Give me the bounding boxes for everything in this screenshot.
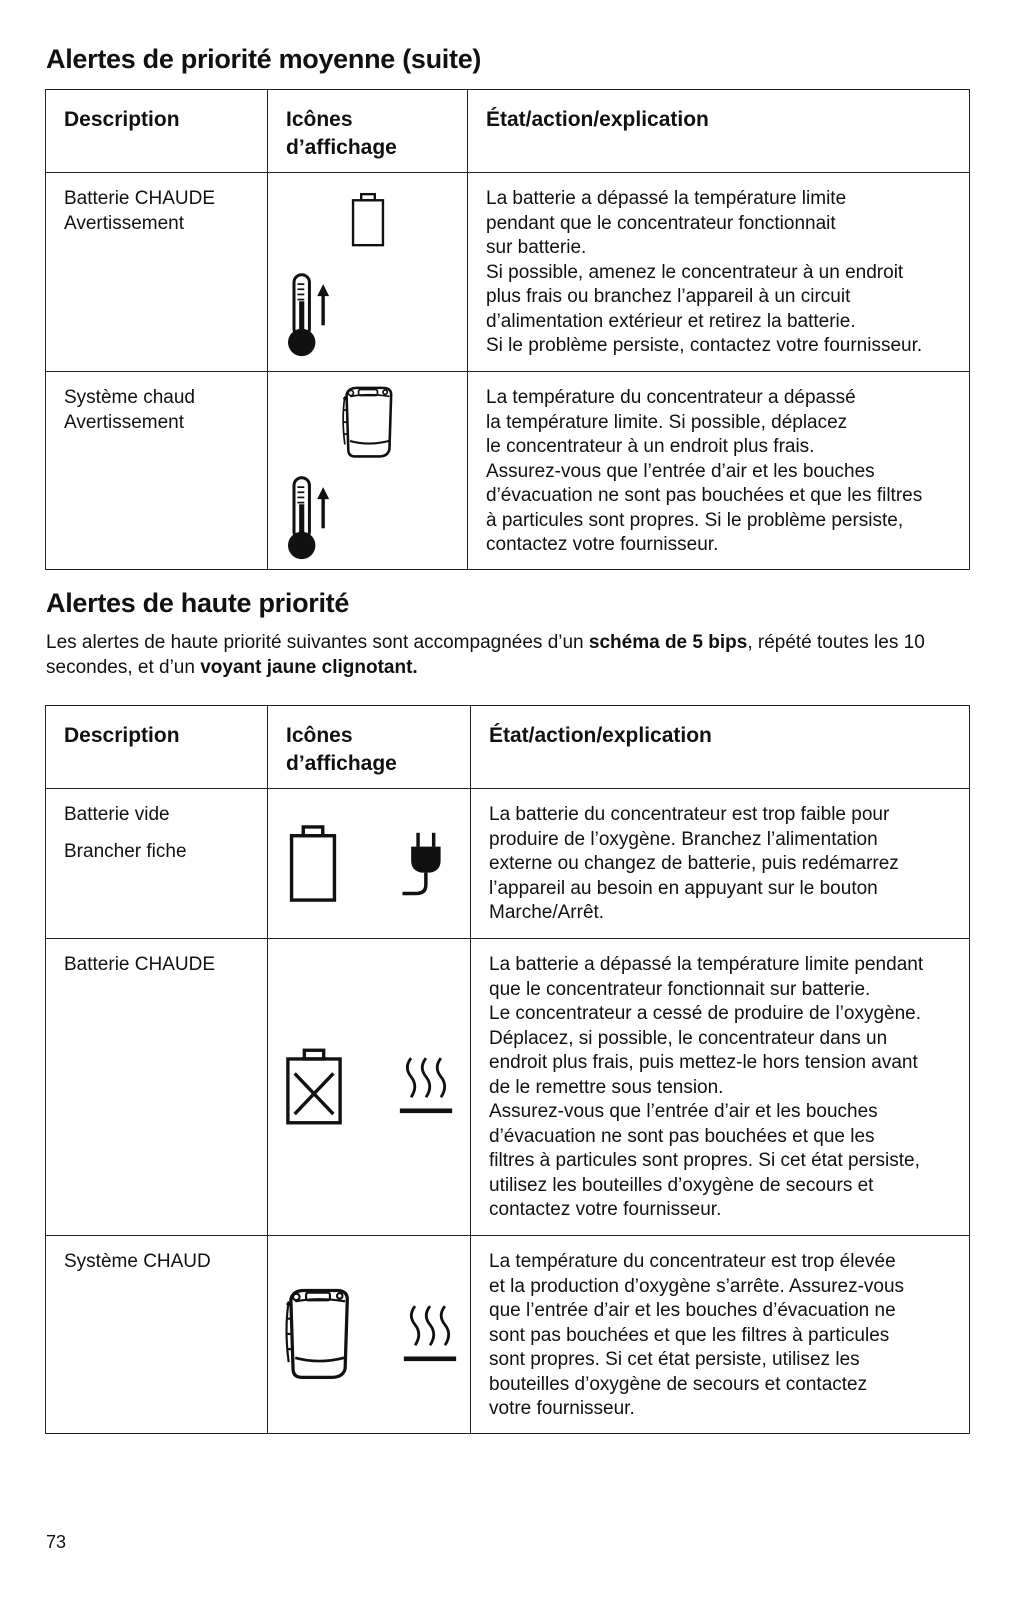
text-line: La température du concentrateur est trop élevée bbox=[489, 1251, 896, 1272]
table-row bbox=[46, 939, 970, 1236]
description-line: Système chaud bbox=[64, 387, 195, 408]
description-cell bbox=[46, 789, 268, 939]
text-line: le concentrateur à un endroit plus frais. bbox=[486, 436, 815, 457]
header-description: Description bbox=[46, 706, 268, 789]
header-explanation: État/action/explication bbox=[468, 90, 970, 173]
intro-text: , répété toutes les 10 secondes, et d’un bbox=[46, 632, 925, 678]
icons-cell bbox=[268, 789, 471, 939]
text-line: La batterie du concentrateur est trop faible pour bbox=[489, 804, 890, 825]
description-line: Batterie CHAUDE bbox=[64, 188, 215, 209]
explanation-cell bbox=[471, 789, 970, 939]
icons-cell bbox=[268, 372, 468, 570]
plug-icon bbox=[399, 829, 451, 899]
header-explanation: État/action/explication bbox=[471, 706, 970, 789]
explanation-cell bbox=[471, 1236, 970, 1434]
description-cell bbox=[46, 372, 268, 570]
page-number: 73 bbox=[46, 1532, 67, 1552]
table-header-row bbox=[46, 90, 970, 173]
battery-icon bbox=[288, 825, 338, 903]
section-title-medium-priority: Alertes de priorité moyenne (suite) bbox=[46, 44, 482, 74]
text-line: pendant que le concentrateur fonctionnait bbox=[486, 212, 836, 234]
text-line: Le concentrateur a cessé de produire de l’oxygène. bbox=[489, 1003, 921, 1024]
text-line: d’évacuation ne sont pas bouchées et que les bbox=[489, 1125, 875, 1147]
text-line: Assurez-vous que l’entrée d’air et les bouches bbox=[489, 1101, 878, 1122]
intro-paragraph bbox=[46, 630, 996, 680]
text-line: La batterie a dépassé la température limite bbox=[486, 188, 847, 209]
heat-waves-icon bbox=[402, 1302, 458, 1368]
description-line: Avertissement bbox=[64, 212, 185, 234]
text-line: La batterie a dépassé la température limite pendant bbox=[489, 954, 924, 975]
text-line: endroit plus frais, puis mettez-le hors tension avant bbox=[489, 1052, 918, 1073]
text-line: et la production d’oxygène s’arrête. Assurez-vous bbox=[489, 1275, 905, 1297]
concentrator-device-icon bbox=[338, 384, 398, 462]
text-line: à particules sont propres. Si le problème persiste, bbox=[486, 509, 904, 531]
text-line: contactez votre fournisseur. bbox=[489, 1199, 722, 1220]
heat-waves-icon bbox=[398, 1054, 454, 1120]
text-line: que l’entrée d’air et les bouches d’évacuation ne bbox=[489, 1300, 896, 1321]
high-priority-alerts-table bbox=[45, 705, 970, 1434]
header-icons: Icônes d’affichage bbox=[268, 90, 468, 173]
description-line: Batterie CHAUDE bbox=[64, 954, 215, 975]
description-cell bbox=[46, 173, 268, 372]
text-line: plus frais ou branchez l’appareil à un circuit bbox=[486, 286, 851, 307]
text-line: d’évacuation ne sont pas bouchées et que les filtres bbox=[486, 485, 923, 506]
description-line: Avertissement bbox=[64, 411, 185, 433]
battery-crossed-icon bbox=[285, 1048, 343, 1126]
text-line: Si le problème persiste, contactez votre fournisseur. bbox=[486, 335, 923, 356]
text-line: l’appareil au besoin en appuyant sur le bouton bbox=[489, 877, 878, 899]
thermometer-up-icon bbox=[282, 468, 342, 568]
intro-text: Les alertes de haute priorité suivantes sont accompagnées d’un bbox=[46, 632, 589, 653]
table-row bbox=[46, 173, 970, 372]
intro-bold-light: voyant jaune clignotant. bbox=[200, 657, 418, 678]
text-line: que le concentrateur fonctionnait sur batterie. bbox=[489, 978, 871, 1000]
intro-bold-beeps: schéma de 5 bips bbox=[588, 632, 748, 653]
text-line: la température limite. Si possible, déplacez bbox=[486, 411, 848, 433]
table-header-row bbox=[46, 706, 970, 789]
table-row bbox=[46, 1236, 970, 1434]
icons-cell bbox=[268, 1236, 471, 1434]
icons-cell bbox=[268, 939, 471, 1236]
header-description: Description bbox=[46, 90, 268, 173]
text-line: utilisez les bouteilles d’oxygène de secours et bbox=[489, 1174, 874, 1196]
text-line: bouteilles d’oxygène de secours et contactez bbox=[489, 1373, 868, 1395]
text-line: contactez votre fournisseur. bbox=[486, 534, 719, 555]
description-cell bbox=[46, 939, 268, 1236]
table-row bbox=[46, 789, 970, 939]
description-line: Batterie vide bbox=[64, 804, 170, 825]
concentrator-device-icon bbox=[280, 1285, 356, 1385]
text-line: produire de l’oxygène. Branchez l’alimentation bbox=[489, 828, 878, 850]
text-line: Déplacez, si possible, le concentrateur dans un bbox=[489, 1027, 888, 1049]
text-line: sont propres. Si cet état persiste, utilisez les bbox=[489, 1349, 860, 1370]
text-line: d’alimentation extérieur et retirez la batterie. bbox=[486, 310, 856, 332]
section-title-high-priority: Alertes de haute priorité bbox=[46, 588, 350, 618]
table-row bbox=[46, 372, 970, 570]
header-icons: Icônes d’affichage bbox=[268, 706, 471, 789]
text-line: Si possible, amenez le concentrateur à un endroit bbox=[486, 261, 904, 283]
icons-cell bbox=[268, 173, 468, 372]
explanation-cell bbox=[468, 372, 970, 570]
text-line: externe ou changez de batterie, puis redémarrez bbox=[489, 853, 899, 874]
text-line: Assurez-vous que l’entrée d’air et les bouches bbox=[486, 460, 875, 482]
medium-priority-alerts-table bbox=[45, 89, 970, 570]
text-line: sont pas bouchées et que les filtres à particules bbox=[489, 1324, 890, 1346]
text-line: filtres à particules sont propres. Si cet état persiste, bbox=[489, 1150, 920, 1171]
description-line: Brancher fiche bbox=[64, 840, 187, 862]
thermometer-up-icon bbox=[282, 265, 342, 365]
text-line: La température du concentrateur a dépassé bbox=[486, 387, 856, 408]
explanation-cell bbox=[468, 173, 970, 372]
description-cell bbox=[46, 1236, 268, 1434]
battery-icon bbox=[351, 185, 385, 255]
text-line: Marche/Arrêt. bbox=[489, 902, 605, 923]
text-line: sur batterie. bbox=[486, 237, 587, 258]
explanation-cell bbox=[471, 939, 970, 1236]
description-line: Système CHAUD bbox=[64, 1251, 211, 1272]
text-line: de le remettre sous tension. bbox=[489, 1076, 724, 1098]
text-line: votre fournisseur. bbox=[489, 1398, 635, 1419]
